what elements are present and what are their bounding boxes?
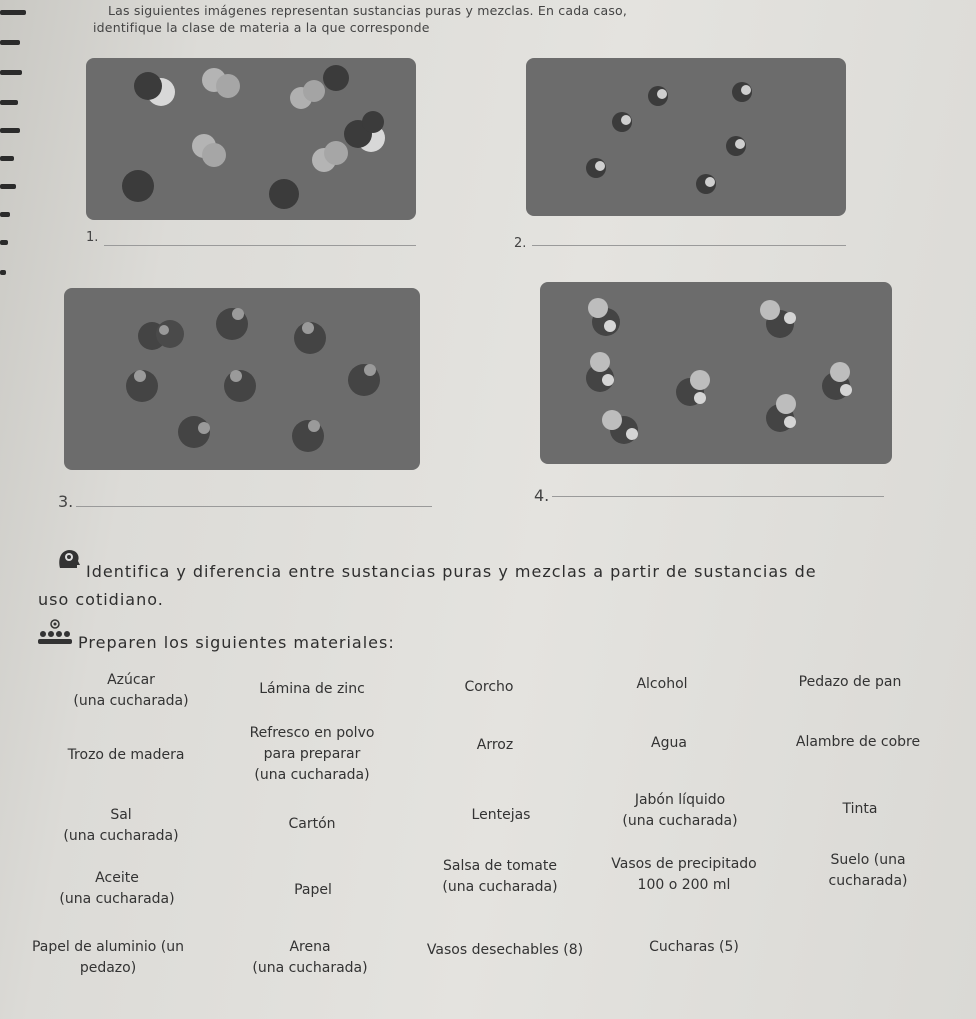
particle-image-2 (526, 58, 846, 216)
material-item: Lentejas (471, 807, 531, 823)
molecule (178, 416, 210, 448)
material-item: Papel (294, 882, 332, 898)
molecule (224, 370, 256, 402)
molecule (126, 370, 158, 402)
particle-diagram-2 (526, 58, 846, 216)
material-item: Trozo de madera (67, 747, 185, 763)
material-item: Refresco en polvo para preparar (una cucharada) (249, 725, 375, 783)
particle-diagram-3 (64, 288, 420, 470)
molecule-small (612, 112, 632, 132)
molecule-light (192, 134, 226, 167)
instructions-line-2: identifique la clase de materia a la que corresponde (93, 20, 430, 35)
team-icon (36, 618, 74, 652)
material-item: Corcho (464, 679, 514, 695)
molecule (348, 364, 380, 396)
material-item: Azúcar (una cucharada) (73, 672, 189, 709)
material-item: Alcohol (636, 676, 688, 692)
notebook-binding (0, 0, 30, 300)
molecule-dark-white (344, 111, 385, 152)
molecule-dark-white (134, 72, 175, 106)
answer-line-4[interactable] (552, 496, 884, 497)
material-item: Alambre de cobre (795, 734, 921, 750)
material-item: Aceite (una cucharada) (59, 870, 175, 907)
molecule-small (586, 158, 606, 178)
material-item: Tinta (842, 801, 878, 817)
molecule (760, 300, 796, 338)
material-item: Lámina de zinc (259, 681, 365, 697)
molecule-light (290, 80, 325, 109)
particle-diagram-4 (540, 282, 892, 464)
question-3-number: 3. (58, 492, 74, 511)
atom-dark (323, 65, 349, 91)
head-gear-icon (56, 546, 82, 576)
instructions-line-1: Las siguientes imágenes representan sustancias puras y mezclas. En cada caso, (108, 3, 628, 18)
molecule-light (202, 68, 240, 98)
particle-image-3 (64, 288, 420, 470)
molecule (294, 322, 326, 354)
answer-line-3[interactable] (76, 506, 432, 507)
material-item: Cucharas (5) (649, 939, 739, 955)
materials-title: Preparen los siguientes materiales: (78, 633, 395, 652)
molecule (138, 320, 184, 350)
particle-image-4 (540, 282, 892, 464)
material-item: Papel de aluminio (un pedazo) (31, 939, 185, 976)
answer-line-2[interactable] (532, 245, 846, 246)
material-item: Pedazo de pan (798, 674, 902, 690)
molecule-light (312, 141, 348, 172)
material-item: Salsa de tomate (una cucharada) (442, 858, 558, 895)
atom-dark (122, 170, 154, 202)
molecule (588, 298, 620, 336)
particle-diagram-1 (86, 58, 416, 220)
material-item: Jabón líquido (una cucharada) (622, 792, 738, 829)
material-item: Agua (651, 735, 687, 751)
molecule-small (732, 82, 752, 102)
molecule (586, 352, 614, 392)
atom-dark (269, 179, 299, 209)
molecule-small (648, 86, 668, 106)
molecule (602, 410, 638, 444)
molecule (292, 420, 324, 452)
material-item: Vasos de precipitado 100 o 200 ml (611, 856, 757, 893)
material-item: Sal (una cucharada) (63, 807, 179, 844)
activity-goal-line-2: uso cotidiano. (38, 590, 164, 609)
material-item: Cartón (288, 816, 336, 832)
answer-line-1[interactable] (104, 245, 416, 246)
molecule-small (726, 136, 746, 156)
material-item: Arena (una cucharada) (252, 939, 368, 976)
material-item: Suelo (una cucharada) (828, 852, 908, 889)
molecule (216, 308, 248, 340)
question-1-number: 1. (86, 230, 99, 245)
molecule (766, 394, 796, 432)
activity-goal-line-1: Identifica y diferencia entre sustancias puras y mezclas a partir de sustancias de (86, 562, 817, 581)
molecule-small (696, 174, 716, 194)
question-2-number: 2. (514, 236, 527, 251)
molecule (676, 370, 710, 406)
material-item: Vasos desechables (8) (426, 942, 584, 958)
question-4-number: 4. (534, 486, 550, 505)
particle-image-1 (86, 58, 416, 220)
molecule (822, 362, 852, 400)
material-item: Arroz (476, 737, 514, 753)
